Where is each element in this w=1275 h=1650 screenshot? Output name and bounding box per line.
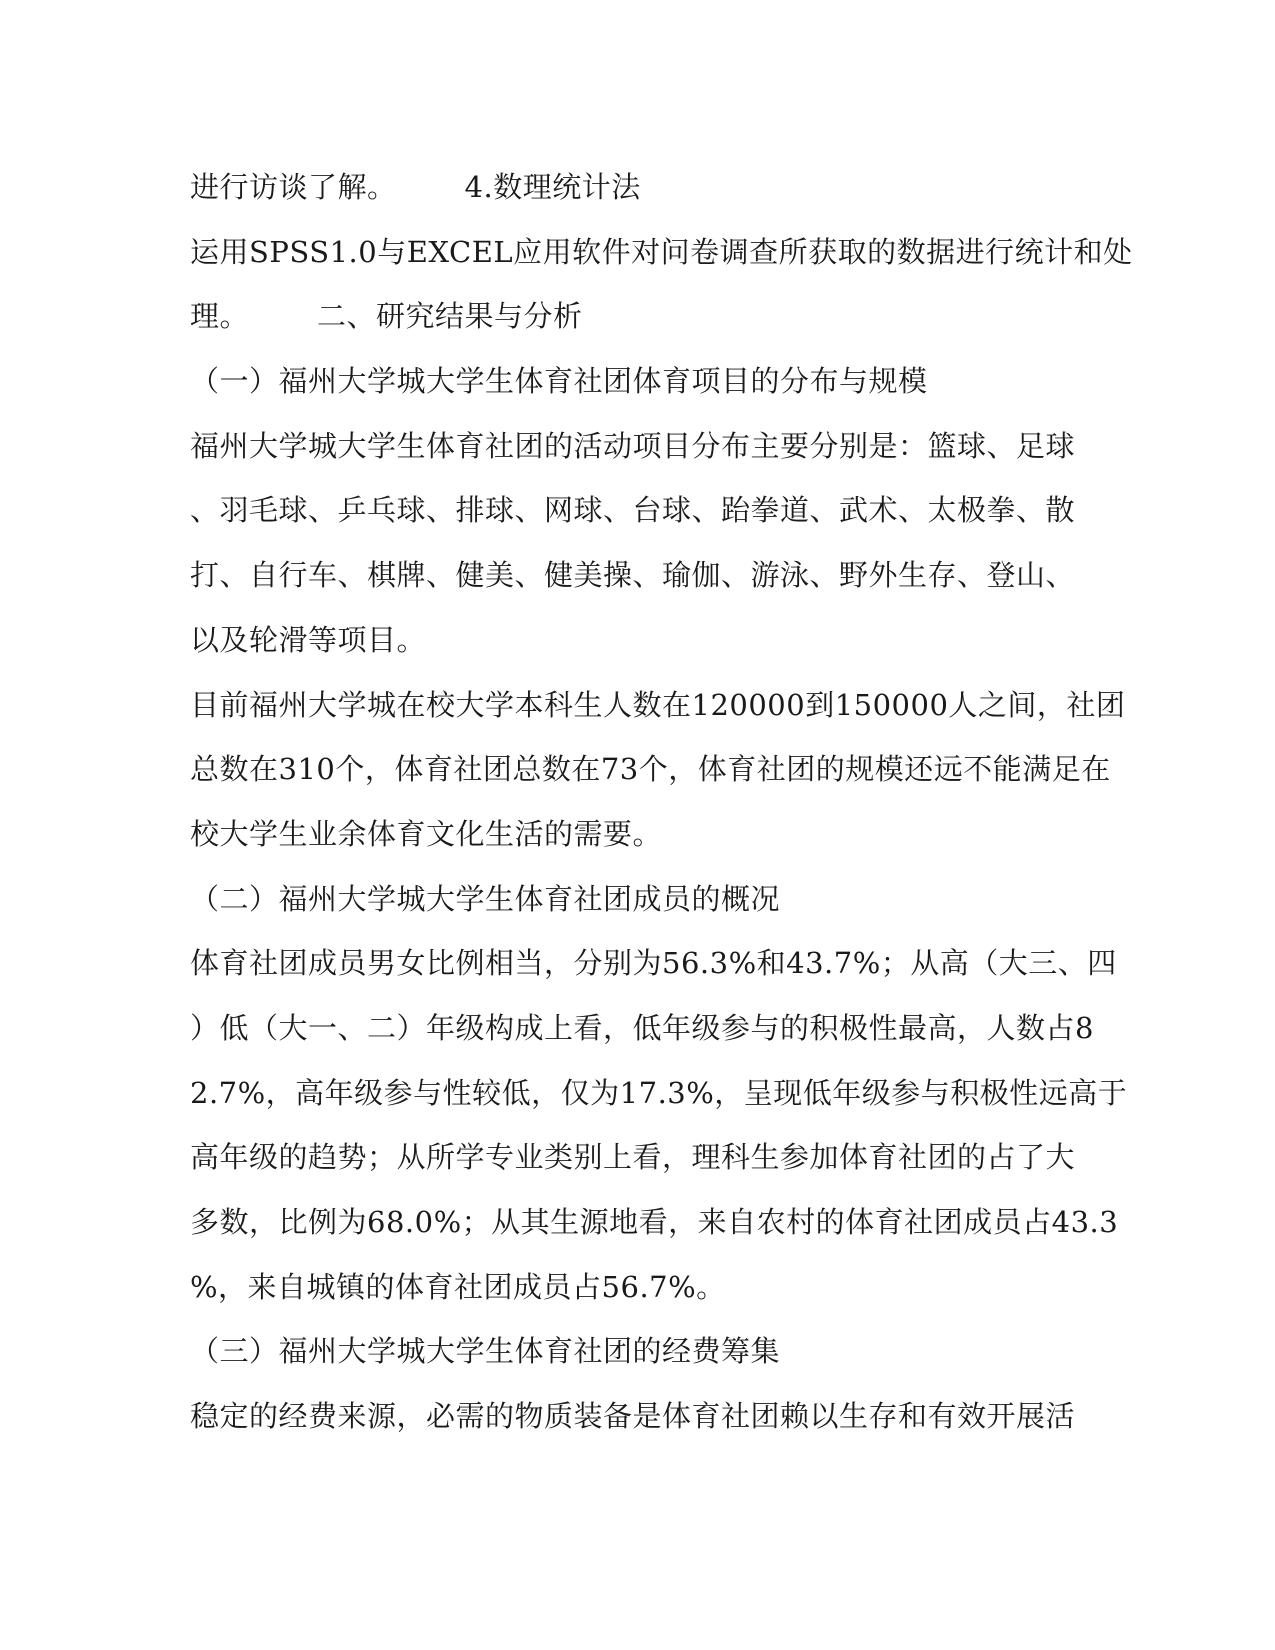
text-line: 体育社团成员男女比例相当，分别为56.3%和43.7%；从高（大三、四 (190, 946, 1117, 981)
text-line: 、羽毛球、乒乓球、排球、网球、台球、跆拳道、武术、太极拳、散 (190, 493, 1076, 528)
text-line: 进行访谈了解。 4.数理统计法 (190, 170, 641, 204)
text-line: 高年级的趋势；从所学专业类别上看，理科生参加体育社团的占了大 (190, 1140, 1076, 1175)
text-line: 校大学生业余体育文化生活的需要。 (190, 816, 663, 851)
text-line: ）低（大一、二）年级构成上看，低年级参与的积极性最高，人数占8 (190, 1010, 1094, 1045)
text-line: 打、自行车、棋牌、健美、健美操、瑜伽、游泳、野外生存、登山、 (190, 558, 1076, 593)
text-line: 2.7%，高年级参与性较低，仅为17.3%，呈现低年级参与积极性远高于 (190, 1075, 1128, 1110)
text-line: 稳定的经费来源，必需的物质装备是体育社团赖以生存和有效开展活 (190, 1399, 1076, 1434)
text-line: %，来自城镇的体育社团成员占56.7%。 (190, 1269, 726, 1304)
body-text (190, 155, 1133, 1449)
text-line: 多数，比例为68.0%；从其生源地看，来自农村的体育社团成员占43.3 (190, 1205, 1119, 1239)
section-heading: （二）福州大学城大学生体育社团成员的概况 (190, 881, 781, 916)
text-line: 福州大学城大学生体育社团的活动项目分布主要分别是：篮球、足球 (190, 428, 1076, 463)
section-heading: （三）福州大学城大学生体育社团的经费筹集 (190, 1334, 781, 1369)
section-heading: （一）福州大学城大学生体育社团体育项目的分布与规模 (190, 364, 928, 399)
text-line: 理。 二、研究结果与分析 (190, 299, 583, 334)
text-line: 总数在310个，体育社团总数在73个，体育社团的规模还远不能满足在 (190, 752, 1111, 787)
text-line: 目前福州大学城在校大学本科生人数在120000到150000人之间，社团 (190, 687, 1126, 722)
text-line: 以及轮滑等项目。 (190, 622, 427, 657)
text-line: 运用SPSS1.0与EXCEL应用软件对问卷调查所获取的数据进行统计和处 (190, 234, 1133, 269)
